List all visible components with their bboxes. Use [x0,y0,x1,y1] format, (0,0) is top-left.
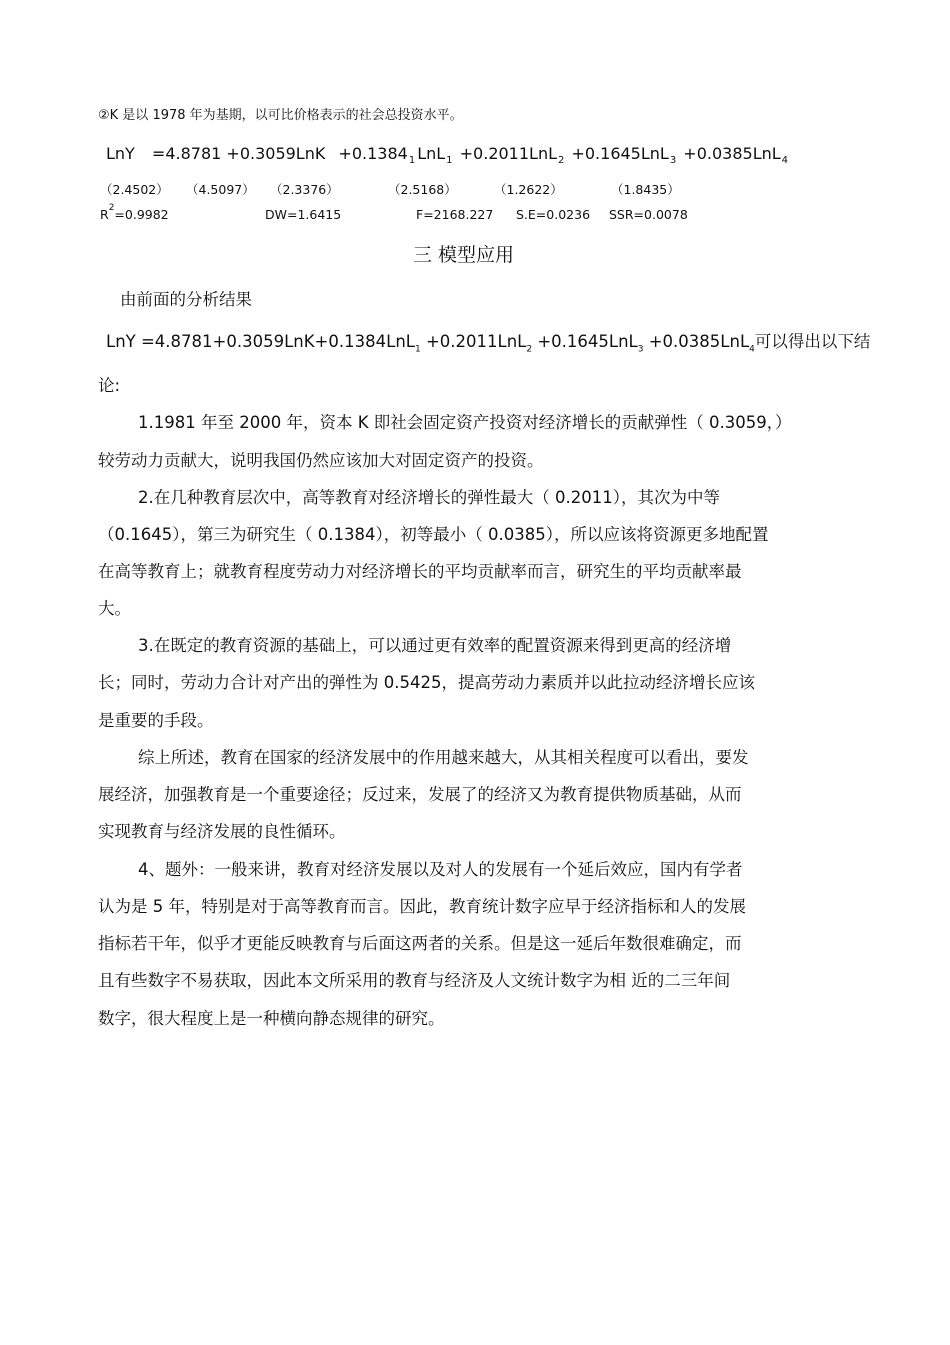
eq-term-l1-sub: 1 [446,155,453,166]
stat-dw: DW=1.6415 [265,207,342,222]
regression-equation [106,144,790,166]
t-value-5: （1.2622） [494,182,563,197]
r2-sup: 2 [108,203,115,213]
eq-term-k: +0.3059LnK [226,144,326,163]
eq2-term-4: +0.0385LnL [643,332,750,351]
eq-term-l4-sub: 4 [781,155,789,166]
body-line-15: 认为是 5 年，特别是对于高等教育而言。因此，教育统计数字应早于经济指标和人的发展 [98,897,746,916]
t-value-4: （2.5168） [388,182,457,197]
body-line-9: 长；同时，劳动力合计对产出的弹性为 0.5425，提高劳动力素质并以此拉动经济增长应该 [98,673,755,692]
eq2-main: LnY =4.8781+0.3059LnK+0.1384LnL [106,332,415,351]
eq-term-l3-sub: 3 [669,155,677,166]
intro-text: 由前面的分析结果 [120,290,252,309]
eq2-tail-text: 可以得出以下结 [754,332,871,351]
r2-label: R [100,207,109,223]
eq2-term-2: +0.2011LnL [420,332,527,351]
regression-equation-inline [106,328,870,354]
eq-const: =4.8781 [151,144,222,163]
eq2-sub-2: 2 [526,344,533,355]
eq-term-l1-coef: +0.1384 [338,144,408,163]
section-title: 三 模型应用 [413,244,515,266]
body-line-12: 展经济，加强教育是一个重要途径；反过来，发展了的经济又为教育提供物质基础，从而 [98,785,742,804]
body-line-17: 且有些数字不易获取，因此本文所采用的教育与经济及人文统计数字为相 近的二三年间 [98,971,731,990]
body-line-7: 大。 [98,599,131,618]
body-line-2: 1.1981 年至 2000 年，资本 K 即社会固定资产投资对经济增长的贡献弹性（ 0.3059，） [138,413,792,432]
body-line-3: 较劳动力贡献大，说明我国仍然应该加大对固定资产的投资。 [98,451,544,470]
body-line-14: 4、题外：一般来讲，教育对经济发展以及对人的发展有一个延后效应，国内有学者 [138,860,743,879]
r2-value: =0.9982 [114,207,169,223]
body-line-10: 是重要的手段。 [98,711,214,730]
eq-term-l3: +0.1645LnL [571,144,669,163]
stat-r-squared [100,203,169,223]
body-line-8: 3.在既定的教育资源的基础上，可以通过更有效率的配置资源来得到更高的经济增 [138,636,732,655]
stat-ssr: SSR=0.0078 [609,207,688,222]
t-value-2: （4.5097） [186,182,255,197]
body-line-13: 实现教育与经济发展的良性循环。 [98,822,346,841]
eq-term-l4: +0.0385LnL [683,144,781,163]
t-value-3: （2.3376） [270,182,339,197]
body-line-1: 论: [98,376,121,395]
eq-lhs: LnY [106,144,135,163]
footnote-k: ②K 是以 1978 年为基期，以可比价格表示的社会总投资水平。 [98,108,463,123]
eq2-sub-1: 1 [414,344,421,355]
eq2-sub-4: 4 [749,344,755,355]
body-line-4: 2.在几种教育层次中，高等教育对经济增长的弹性最大（ 0.2011），其次为中等 [138,488,720,507]
body-line-16: 指标若干年，似乎才更能反映教育与后面这两者的关系。但是这一延后年数很难确定，而 [98,934,742,953]
eq2-sub-3: 3 [637,344,644,355]
stat-f: F=2168.227 [416,207,494,222]
body-line-6: 在高等教育上；就教育程度劳动力对经济增长的平均贡献率而言，研究生的平均贡献率最 [98,562,742,581]
eq-term-l2: +0.2011LnL [459,144,557,163]
body-line-5: （0.1645），第三为研究生（ 0.1384），初等最小（ 0.0385），所以应该将资源更多地配置 [98,525,769,544]
body-line-18: 数字，很大程度上是一种横向静态规律的研究。 [98,1009,445,1028]
eq-term-l1-sub-a: 1 [408,155,416,166]
eq-term-l2-sub: 2 [558,155,565,166]
eq-term-l1-var: LnL [417,144,446,163]
stat-se: S.E=0.0236 [516,207,591,222]
t-value-1: （2.4502） [100,182,169,197]
t-value-6: （1.8435） [611,182,680,197]
body-line-11: 综上所述，教育在国家的经济发展中的作用越来越大，从其相关程度可以看出，要发 [138,748,749,767]
eq2-term-3: +0.1645LnL [532,332,638,351]
